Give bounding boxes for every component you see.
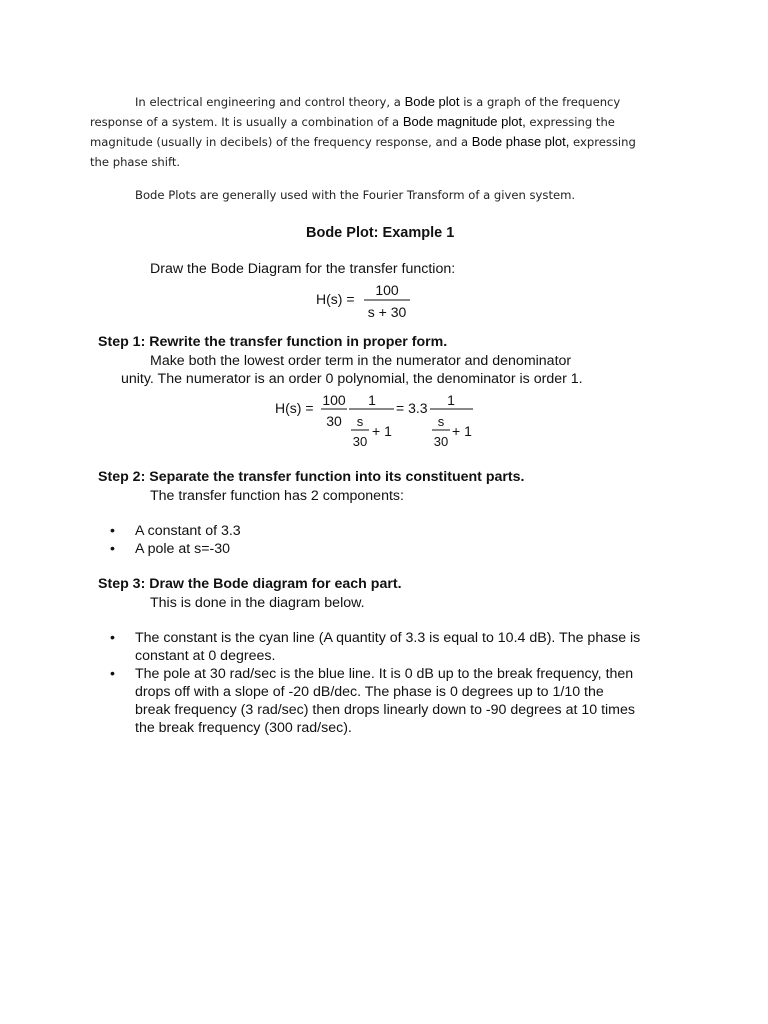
list-item: • The constant is the cyan line (A quantity of 3.3 is equal to 10.4 dB). The phase is constant at 0 degrees. (110, 630, 641, 664)
step3-heading: Step 3: Draw the Bode diagram for each part. (98, 576, 402, 592)
step1-line-1: Make both the lowest order term in the numerator and denominator (150, 353, 572, 369)
example-prompt: Draw the Bode Diagram for the transfer function: (150, 261, 456, 277)
list-item: • A constant of 3.3 (110, 523, 241, 539)
step3-line-1: This is done in the diagram below. (150, 595, 365, 611)
eq2-middle: = 3.3 (396, 400, 428, 416)
step1-heading: Step 1: Rewrite the transfer function in proper form. (98, 334, 448, 350)
eq2-f3-plus-one: + 1 (452, 423, 472, 439)
intro-line-4: the phase shift. (90, 155, 181, 169)
eq2-f2-s: s (356, 414, 364, 429)
step1-line-2: unity. The numerator is an order 0 polynomial, the denominator is order 1. (121, 371, 583, 387)
bullet-icon: • (110, 666, 115, 682)
eq2-f1-denominator: 30 (326, 413, 342, 429)
eq2-f3-s: s (437, 414, 445, 429)
eq2-f2-thirty: 30 (352, 434, 368, 449)
eq2-f3-thirty: 30 (433, 434, 449, 449)
intro-paragraph-2: Bode Plots are generally used with the Fourier Transform of a given system. (135, 188, 576, 202)
eq2-f3-numerator: 1 (447, 392, 455, 408)
eq2-f1-numerator: 100 (322, 392, 346, 408)
keyword-bode-plot: Bode plot (404, 94, 460, 109)
step2-line-1: The transfer function has 2 components: (150, 488, 404, 504)
intro-line-3: magnitude (usually in decibels) of the frequency response, and a Bode phase plot, expressing (90, 134, 636, 149)
intro-paragraph (90, 92, 636, 172)
keyword-bode-phase-plot: Bode phase plot, (471, 134, 570, 149)
list-item: • A pole at s=-30 (110, 541, 231, 557)
intro-line-1: In electrical engineering and control theory, a Bode plot is a graph of the frequency (135, 94, 621, 109)
eq2-lhs: H(s) = (275, 400, 314, 416)
proper-form-equation (275, 390, 485, 450)
transfer-function-equation (316, 280, 436, 324)
eq2-f2-plus-one: + 1 (372, 423, 392, 439)
bullet-icon: • (110, 523, 115, 539)
bullet-icon: • (110, 541, 115, 557)
step2-heading: Step 2: Separate the transfer function into its constituent parts. (98, 469, 525, 485)
step3-bullet-list (110, 629, 640, 737)
bullet-icon: • (110, 630, 115, 646)
eq1-numerator: 100 (375, 282, 399, 298)
step2-bullet-list (110, 522, 241, 558)
example-title: Bode Plot: Example 1 (306, 225, 455, 241)
eq1-lhs: H(s) = (316, 291, 355, 307)
list-item: • The pole at 30 rad/sec is the blue line. It is 0 dB up to the break frequency, then drops off with a slope of -20 dB/dec. The phase is 0 degrees up to 1/10 the break frequency (3 rad/sec) then drops linearly down to -90 degrees at 10 times the break frequency (300 rad/sec). (110, 666, 635, 736)
eq1-denominator: s + 30 (367, 304, 407, 320)
intro-line-2: response of a system. It is usually a combination of a Bode magnitude plot, expressing the (90, 114, 615, 129)
keyword-bode-magnitude-plot: Bode magnitude plot, (402, 114, 526, 129)
eq2-f2-numerator: 1 (368, 392, 376, 408)
